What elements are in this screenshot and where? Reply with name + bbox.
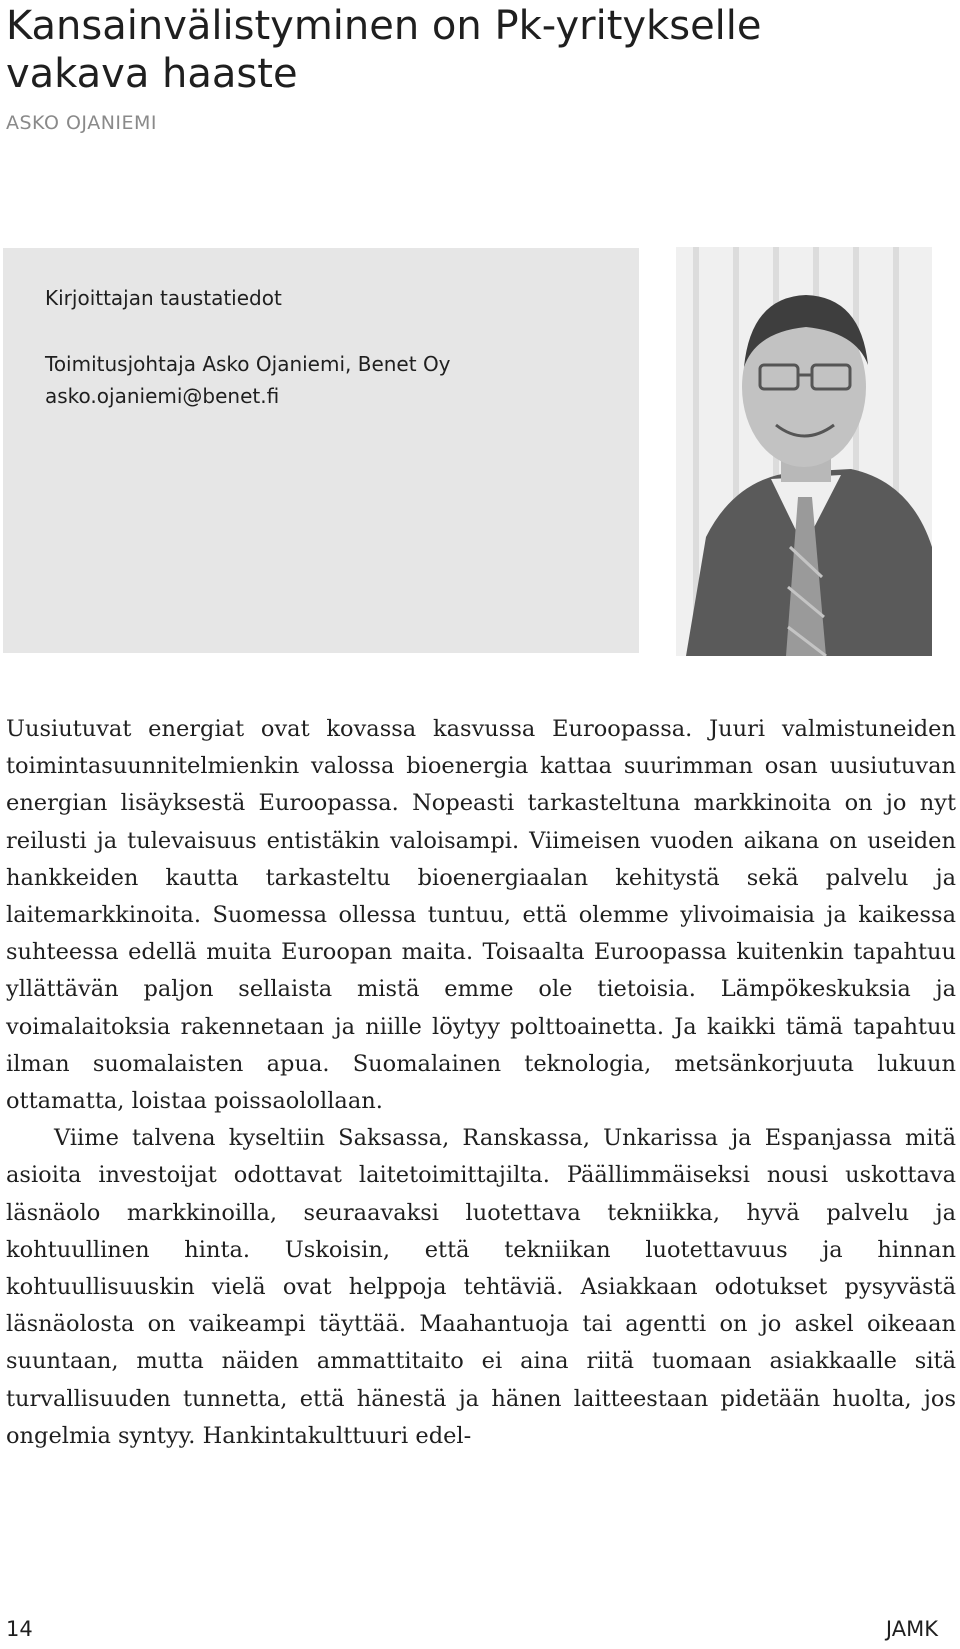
article-author: ASKO OJANIEMI bbox=[6, 112, 158, 134]
author-bio-box bbox=[3, 248, 639, 653]
article-title: Kansainvälistyminen on Pk-yritykselle vakava haaste bbox=[6, 3, 762, 97]
body-paragraph-1: Uusiutuvat energiat ovat kovassa kasvussa Euroopassa. Juuri valmistuneiden toimintasuunnitelmienkin valossa bioenergia kattaa suurimman osan uusiutuvan energian lisäyksestä Euroopassa. Nopeasti tarkasteltuna markkinoita on jo nyt reilusti ja tulevaisuus entistäkin valoisampi. Viimeisen vuoden aikana on useiden hankkeiden kautta tarkasteltu bioenergiaalan kehitystä sekä palvelu ja laitemarkkinoita. Suomessa ollessa tuntuu, että olemme ylivoimaisia ja kaikessa suhteessa edellä muita Euroopan maita. Toisaalta Euroopassa kuitenkin tapahtuu yllättävän paljon sellaista mistä emme ole tietoisia. Lämpökeskuksia ja voimalaitoksia rakennetaan ja niille löytyy polttoainetta. Ja kaikki tämä tapahtuu ilman suomalaisten apua. Suomalainen teknologia, metsänkorjuuta lukuun ottamatta, loistaa poissaolollaan. bbox=[6, 716, 956, 1115]
article-body bbox=[6, 711, 956, 1455]
portrait-illustration bbox=[676, 247, 932, 656]
bio-email: asko.ojaniemi@benet.fi bbox=[45, 384, 280, 408]
author-portrait-photo bbox=[676, 247, 932, 656]
page-number: 14 bbox=[6, 1617, 33, 1641]
body-paragraph-2: Viime talvena kyseltiin Saksassa, Ranskassa, Unkarissa ja Espanjassa mitä asioita investoijat odottavat laitetoimittajilta. Päällimmäiseksi nousi uskottava läsnäolo markkinoilla, seuraavaksi luotettava tekniikka, hyvä palvelu ja kohtuullinen hinta. Uskoisin, että tekniikan luotettavuus ja hinnan kohtuullisuuskin vielä ovat helppoja tehtäviä. Asiakkaan odotukset pysyvästä läsnäolosta on vaikeampi täyttää. Maahantuoja tai agentti on jo askel oikeaan suuntaan, mutta näiden ammattitaito ei aina riitä tuomaan asiakkaalle sitä turvallisuuden tunnetta, että hänestä ja hänen laitteestaan pidetään huolta, jos ongelmia syntyy. Hankintakulttuuri edel- bbox=[6, 1125, 956, 1449]
footer-brand: JAMK bbox=[885, 1617, 938, 1641]
bio-heading: Kirjoittajan taustatiedot bbox=[45, 286, 282, 310]
bio-role: Toimitusjohtaja Asko Ojaniemi, Benet Oy bbox=[45, 352, 451, 376]
